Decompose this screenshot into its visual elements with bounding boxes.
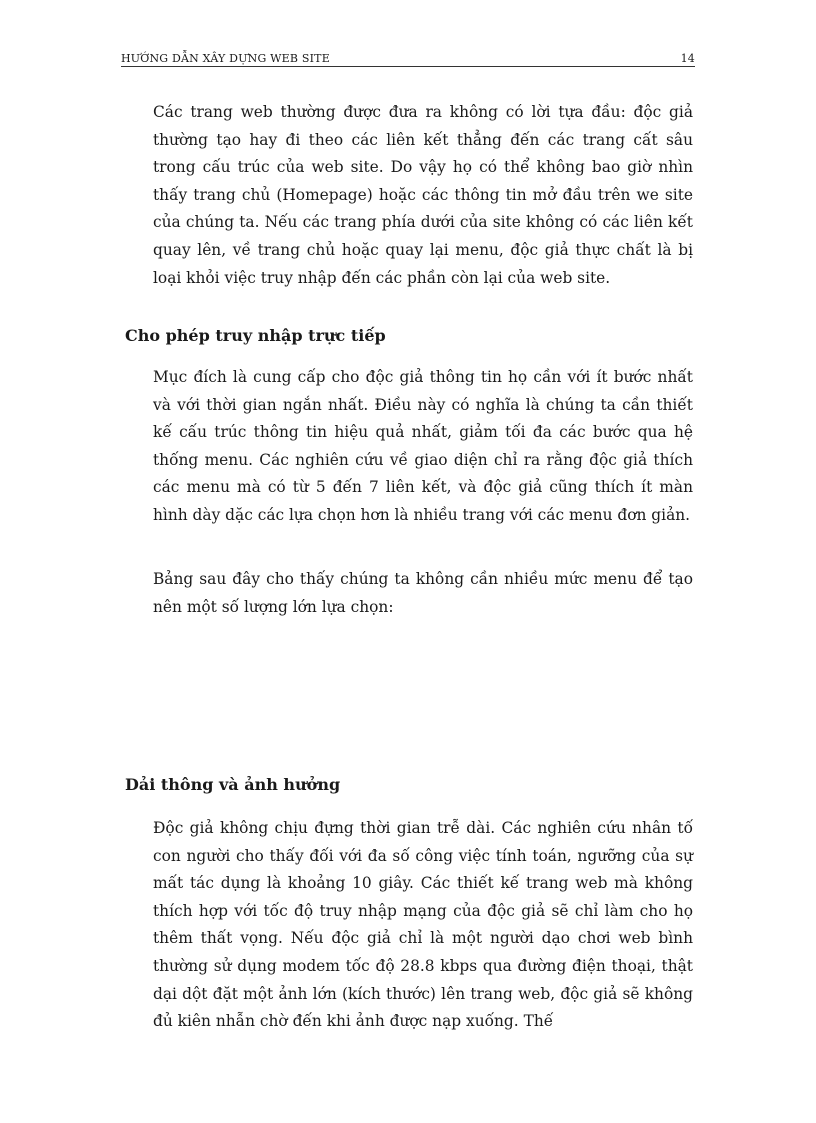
paragraph-table-intro: Bảng sau đây cho thấy chúng ta không cần nhiều mức menu để tạo nên một số lượng lớn lựa chọn: <box>153 570 693 616</box>
heading-bandwidth: Dải thông và ảnh hưởng <box>125 775 341 794</box>
running-title: HƯỚNG DẪN XÂY DỰNG WEB SITE <box>121 52 330 65</box>
page-header <box>121 50 695 67</box>
paragraph-intro: Các trang web thường được đưa ra không có lời tựa đầu: độc giả thường tạo hay đi theo các liên kết thẳng đến các trang cất sâu trong cấu trúc của web site. Do vậy họ có thể không bao giờ nhìn thấy trang chủ (Homepage) hoặc các thông tin mở đầu trên we site của chúng ta. Nếu các trang phía dưới của site không có các liên kết quay lên, về trang chủ hoặc quay lại menu, độc giả thực chất là bị loại khỏi việc truy nhập đến các phần còn lại của web site. <box>153 103 693 287</box>
page-number: 14 <box>680 52 695 65</box>
paragraph-direct-access: Mục đích là cung cấp cho độc giả thông tin họ cần với ít bước nhất và với thời gian ngắn nhất. Điều này có nghĩa là chúng ta cần thiết kế cấu trúc thông tin hiệu quả nhất, giảm tối đa các bước qua hệ thống menu. Các nghiên cứu về giao diện chỉ ra rằng độc giả thích các menu mà có từ 5 đến 7 liên kết, và độc giả cũng thích ít màn hình dày dặc các lựa chọn hơn là nhiều trang với các menu đơn giản. <box>153 368 693 524</box>
heading-direct-access: Cho phép truy nhập trực tiếp <box>125 326 386 345</box>
paragraph-bandwidth: Độc giả không chịu đựng thời gian trễ dài. Các nghiên cứu nhân tố con người cho thấy đối với đa số công việc tính toán, ngưỡng của sự mất tác dụng là khoảng 10 giây. Các thiết kế trang web mà không thích hợp với tốc độ truy nhập mạng của độc giả sẽ chỉ làm cho họ thêm thất vọng. Nếu độc giả chỉ là một người dạo chơi web bình thường sử dụng modem tốc độ 28.8 kbps qua đường điện thoại, thật dại dột đặt một ảnh lớn (kích thước) lên trang web, độc giả sẽ không đủ kiên nhẫn chờ đến khi ảnh được nạp xuống. Thế <box>153 819 693 1031</box>
